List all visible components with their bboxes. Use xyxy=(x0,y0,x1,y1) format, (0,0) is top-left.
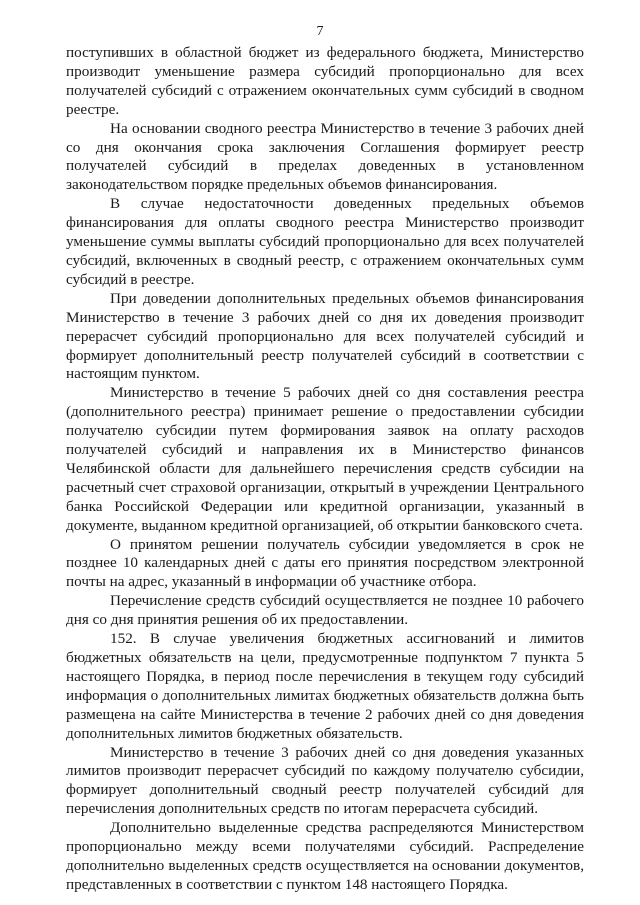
paragraph-recalculation: Министерство в течение 3 рабочих дней со дня доведения указанных лимитов производит перерасчет субсидий по каждому получателю субсидии, формирует дополнительный сводный реестр получателей субсидий для перечисления дополнительных средств по итогам перерасчета субсидий. xyxy=(66,743,584,818)
paragraph-transfer-deadline: Перечисление средств субсидий осуществляется не позднее 10 рабочего дня со дня принятия решения об их предоставлении. xyxy=(66,592,584,629)
paragraph-decision-on-subsidy: Министерство в течение 5 рабочих дней со дня составления реестра (дополнительного реестра) принимает решение о предоставлении субсидии получателю субсидии путем формирования заявок на оплату расходов получателей субсидий и направления их в Министерство финансов Челябинской области для дальнейшего перечисления средств субсидии на расчетный счет страховой организации, открытый в учреждении Центрального банка Российской Федерации или кредитной организации, указанный в документе, выданном кредитной организацией, об открытии банковского счета. xyxy=(66,384,584,534)
paragraph-clause-152: 152. В случае увеличения бюджетных ассигнований и лимитов бюджетных обязательств на цели, предусмотренные подпунктом 7 пункта 5 настоящего Порядка, в период после перечисления в текущем году субсидий информация о дополнительных лимитах бюджетных обязательств должна быть размещена на сайте Министерства в течение 2 рабочих дней со дня доведения дополнительных лимитов бюджетных обязательств. xyxy=(66,630,584,742)
page-number: 7 xyxy=(316,24,324,39)
paragraph-distribution: Дополнительно выделенные средства распределяются Министерством пропорционально между всеми получателями субсидий. Распределение дополнительно выделенных средств осуществляется на основании документов, представленных в соответствии с пунктом 148 настоящего Порядка. xyxy=(66,819,584,893)
document-body xyxy=(66,44,584,895)
paragraph-additional-funding: При доведении дополнительных предельных объемов финансирования Министерство в течение 3 рабочих дней со дня их доведения производит перерасчет субсидий пропорционально для всех получателей субсидий и формирует дополнительный реестр получателей субсидий в соответствии с настоящим пунктом. xyxy=(66,289,584,383)
paragraph-consolidated-register: На основании сводного реестра Министерство в течение 3 рабочих дней со дня окончания срока заключения Соглашения формирует реестр получателей субсидий в пределах доведенных в установленном законодательством порядке предельных объемов финансирования. xyxy=(66,119,584,194)
paragraph-notification: О принятом решении получатель субсидии уведомляется в срок не позднее 10 календарных дней с даты его принятия посредством электронной почты на адрес, указанный в информации об участнике отбора. xyxy=(66,535,584,591)
paragraph-insufficient-funding: В случае недостаточности доведенных предельных объемов финансирования для оплаты сводного реестра Министерство производит уменьшение суммы выплаты субсидий пропорционально для всех получателей субсидий, включенных в сводный реестр, с отражением окончательных сумм субсидий в реестре. xyxy=(66,195,584,288)
paragraph-continuation: поступивших в областной бюджет из федерального бюджета, Министерство производит уменьшение размера субсидий пропорционально для всех получателей субсидий с отражением окончательных сумм субсидий в сводном реестре. xyxy=(66,44,584,118)
